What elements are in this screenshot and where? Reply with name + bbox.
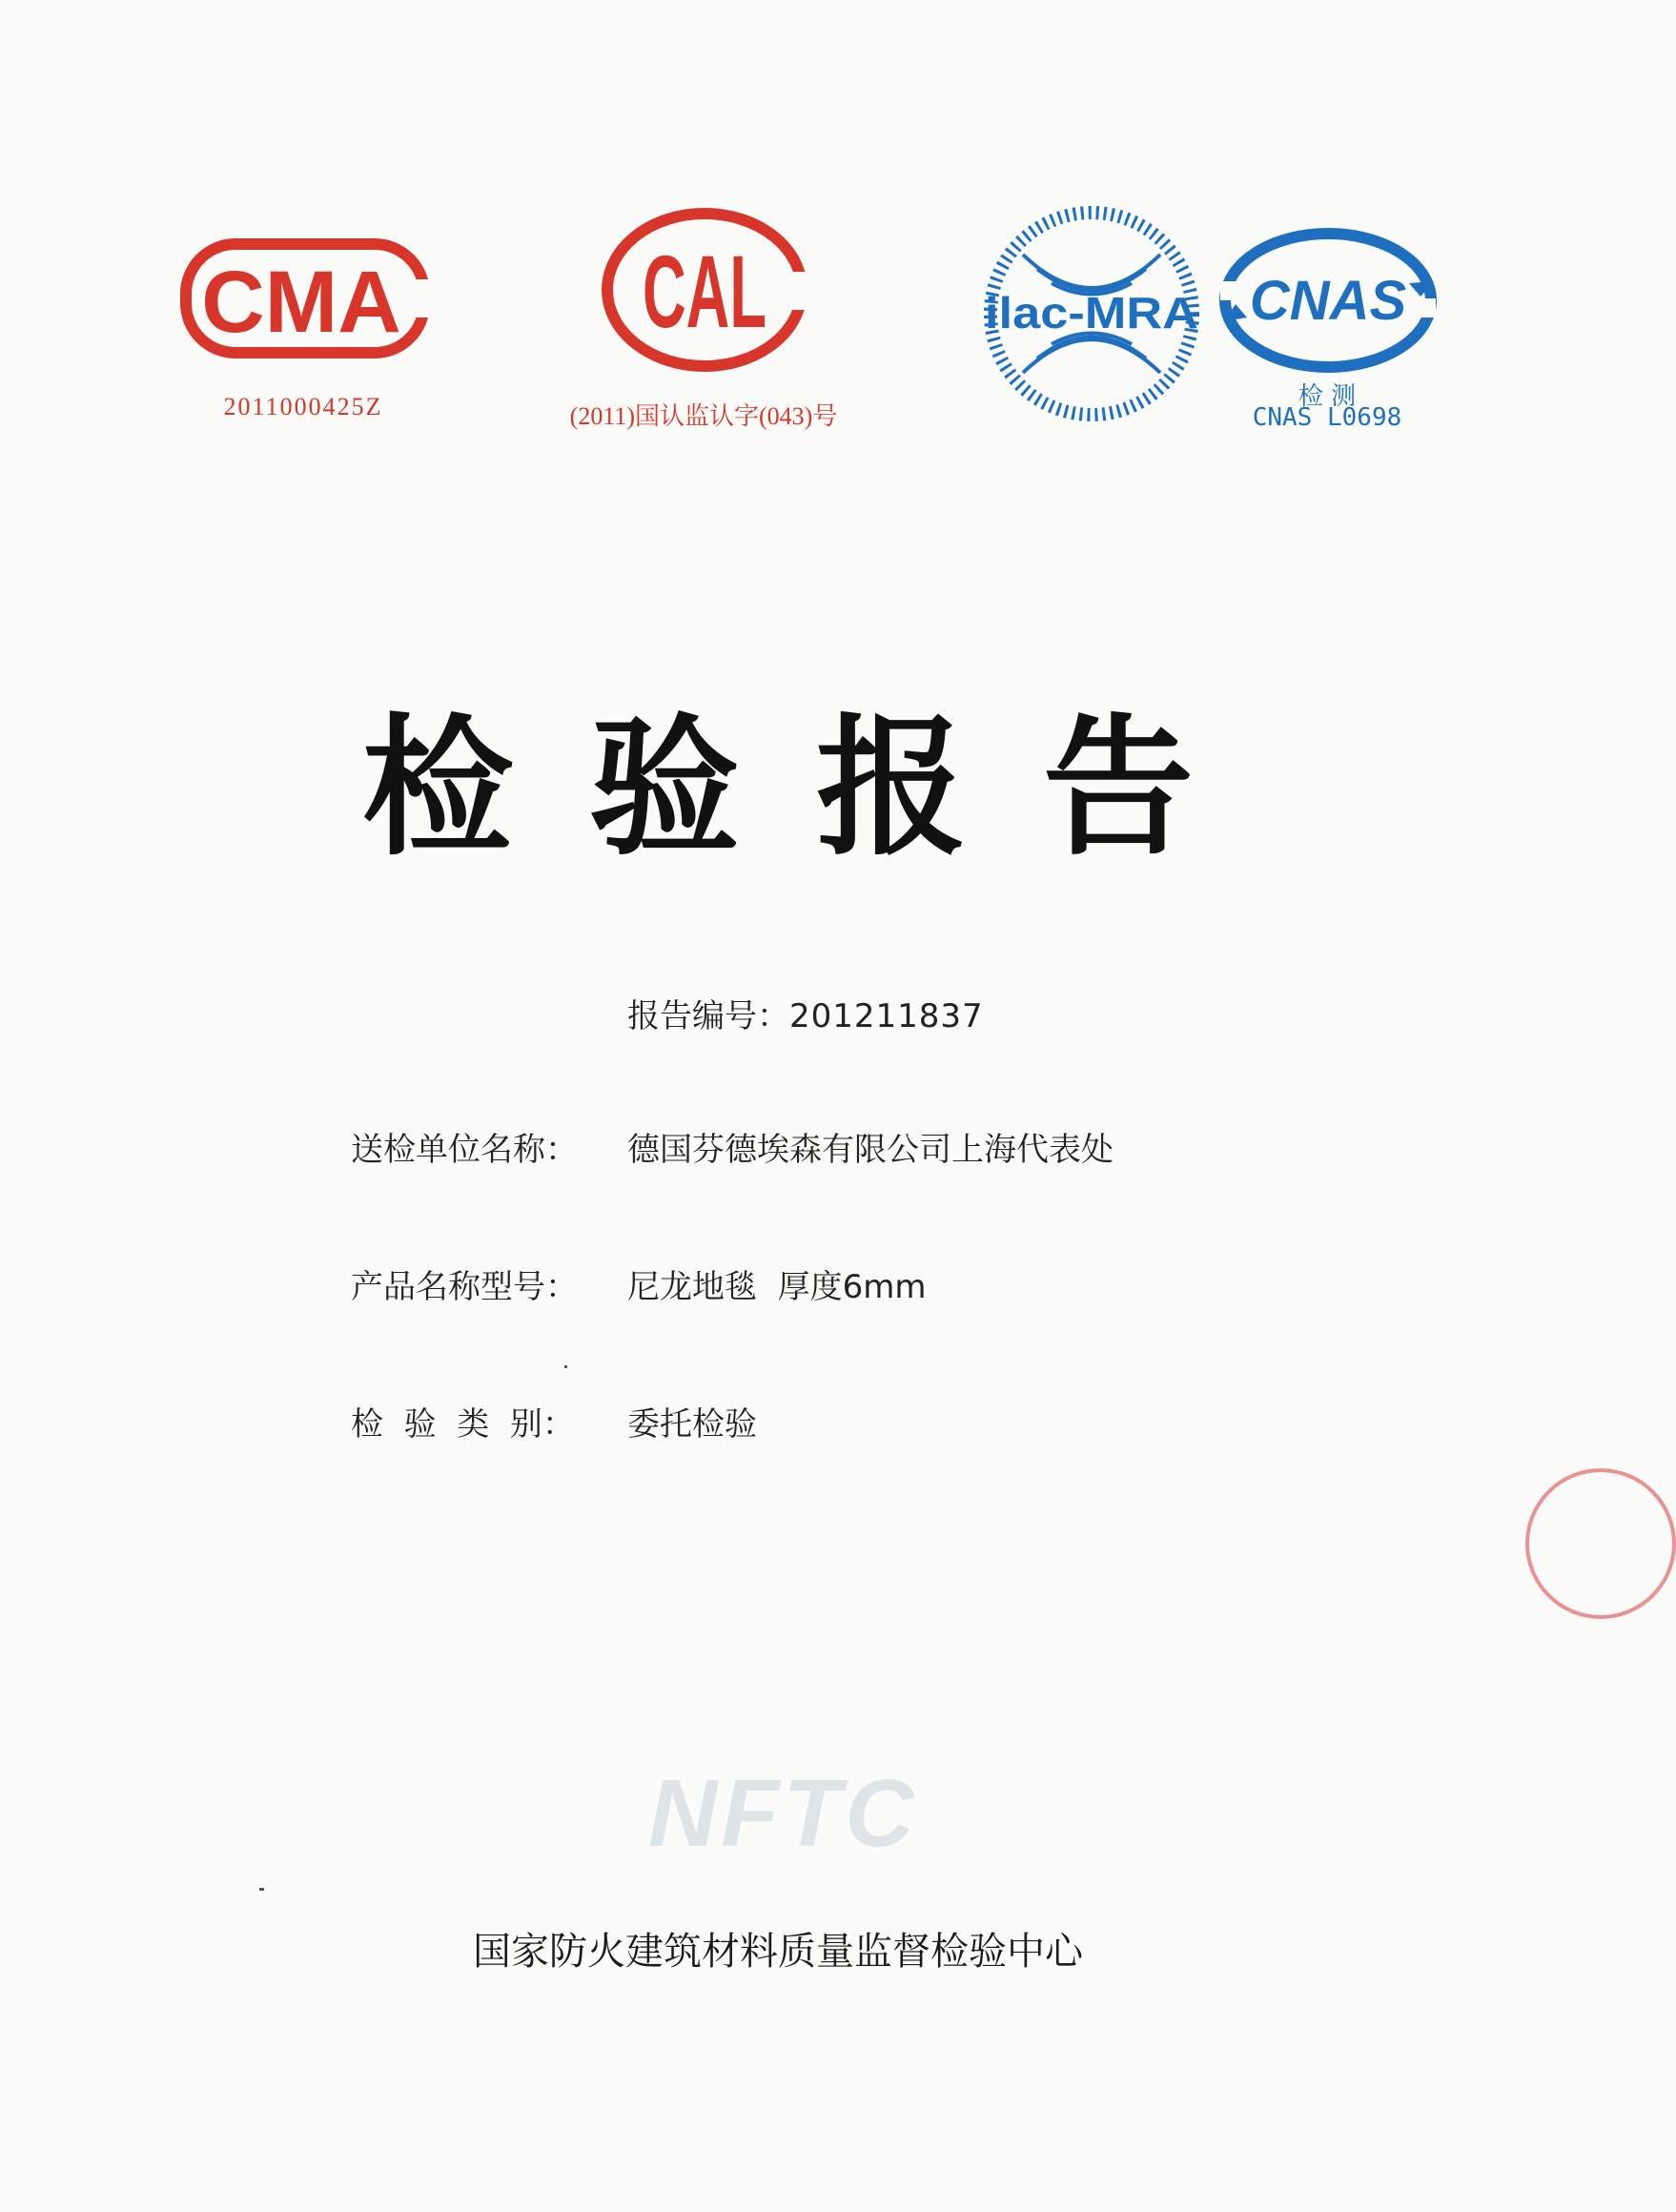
field-label-product: 产品名称型号：: [351, 1268, 578, 1306]
report-number-label: 报告编号：: [627, 997, 789, 1035]
cnas-logo: [1218, 215, 1438, 396]
nftc-watermark: NFTC: [648, 1760, 918, 1867]
field-label-category: 检 验 类 别：: [351, 1405, 575, 1444]
ilac-mark-text: ilac-MRA: [985, 288, 1198, 338]
ilac-mra-logo: [980, 202, 1203, 425]
cnas-sub2: CNAS L0698: [1252, 403, 1402, 432]
field-value-sender: 德国芬德埃森有限公司上海代表处: [627, 1131, 1114, 1169]
field-label-sender: 送检单位名称：: [351, 1131, 578, 1169]
cal-logo: [599, 205, 810, 375]
field-value-category: 委托检验: [627, 1405, 757, 1444]
scan-speck: [259, 1888, 264, 1891]
field-value-product: 尼龙地毯 厚度6mm: [627, 1268, 927, 1306]
cma-code: 2011000425Z: [223, 393, 383, 420]
cma-logo: [181, 236, 429, 360]
report-title: 检验报告: [362, 701, 1270, 876]
issuer-name: 国家防火建筑材料质量监督检验中心: [473, 1930, 1083, 1974]
report-number-row: [627, 990, 984, 1036]
scan-speck: [564, 1365, 567, 1368]
report-number-value: 201211837: [789, 997, 984, 1035]
cnas-sub1: 检 测: [1298, 382, 1357, 411]
cma-mark-text: CMA: [201, 254, 401, 351]
cnas-mark-text: CNAS: [1249, 270, 1407, 332]
cal-code: (2011)国认监认字(043)号: [569, 402, 838, 430]
cal-mark-text: CAL: [643, 234, 766, 349]
seal-stamp: [1525, 1468, 1676, 1619]
